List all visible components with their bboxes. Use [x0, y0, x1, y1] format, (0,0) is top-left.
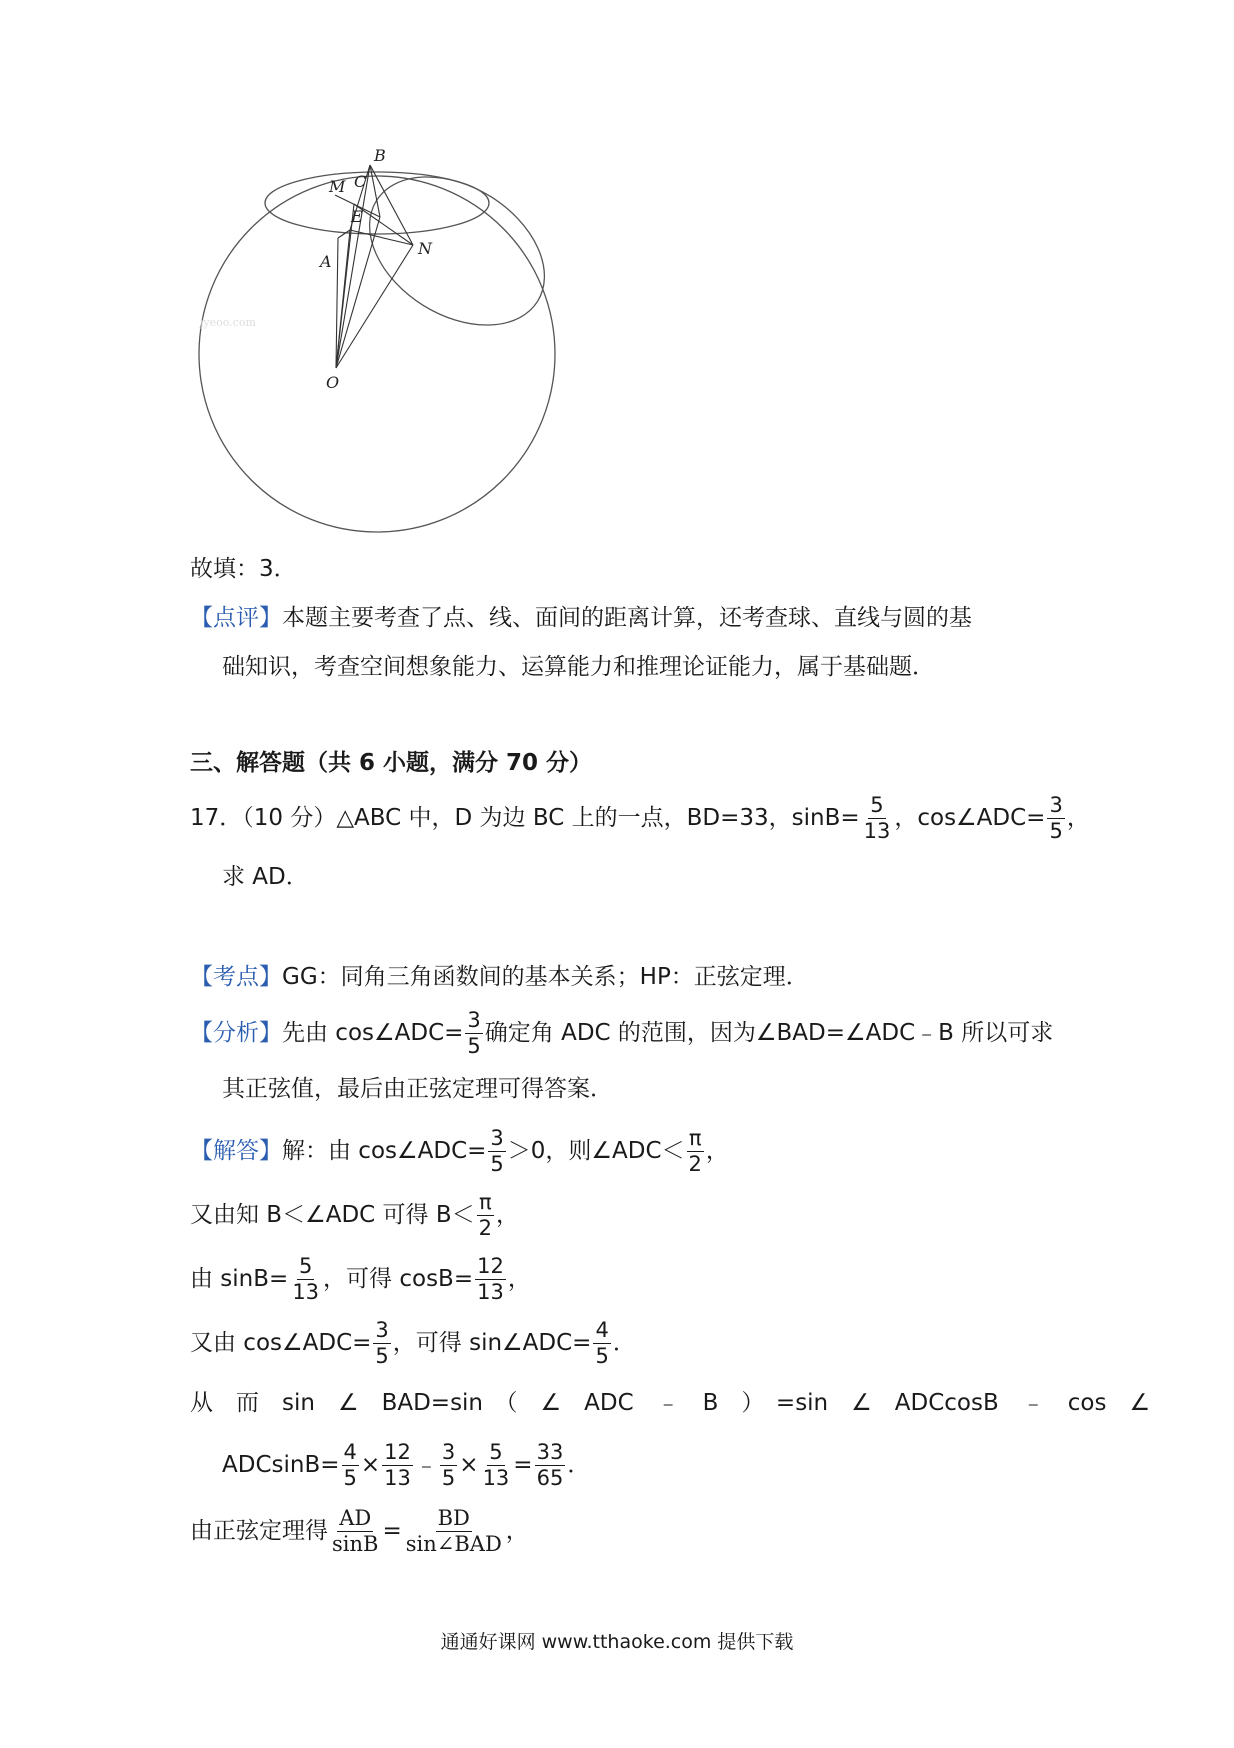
jieda-l1-c: ， — [705, 1138, 729, 1164]
q17-text-c: ， — [1066, 805, 1090, 831]
jieda-l2-pi: $\frac{\pi}{2}$ — [478, 1190, 492, 1240]
jieda-line-7 — [190, 1508, 529, 1555]
jieda-l3-frac-1: $\frac{5}{13}$ — [292, 1254, 320, 1304]
jieda-l1-pi: $\frac{\pi}{2}$ — [688, 1126, 702, 1176]
jieda-l6-a: ADCsinB= — [222, 1452, 340, 1478]
jieda-l1-b: ＞0，则∠ADC＜ — [507, 1138, 685, 1164]
jieda-l1-frac: $\frac{3}{5}$ — [490, 1126, 504, 1176]
label-o: O — [326, 373, 340, 392]
q17-frac-2: $\frac{3}{5}$ — [1049, 793, 1063, 843]
jieda-l7-equals: = — [382, 1518, 402, 1544]
q17-text-a: 17．（10 分）△ABC 中，D 为边 BC 上的一点，BD=33，sinB= — [190, 805, 860, 831]
kaodian-text: GG：同角三角函数间的基本关系；HP：正弦定理． — [282, 964, 809, 990]
jieda-l2-a: 又由知 B＜∠ADC 可得 B＜ — [190, 1202, 475, 1228]
jieda-l7-frac-1: $\frac{AD}{\sin B}$ — [332, 1506, 379, 1556]
jieda-l4-c: ． — [612, 1330, 636, 1356]
fenxi-line-2: 其正弦值，最后由正弦定理可得答案． — [222, 1076, 613, 1102]
jieda-l1-a: 解：由 cos∠ADC= — [282, 1138, 487, 1164]
fenxi-text-b: 确定角 ADC 的范围，因为∠BAD=∠ADC﹣B 所以可求 — [484, 1020, 1054, 1046]
jieda-l4-frac-2: $\frac{4}{5}$ — [595, 1318, 609, 1368]
review-line-1 — [190, 601, 972, 635]
jieda-l6-frac-2: $\frac{12}{13}$ — [384, 1440, 411, 1490]
jieda-l3-frac-2: $\frac{12}{13}$ — [477, 1254, 504, 1304]
jieda-l7-frac-2: $\frac{BD}{\text{sin∠BAD}}$ — [405, 1506, 502, 1556]
label-a: A — [320, 252, 332, 271]
footer-text: 通通好课网 www.tthaoke.com 提供下载 — [440, 1631, 794, 1653]
jieda-l6-frac-4: $\frac{5}{13}$ — [482, 1440, 510, 1490]
review-tag: 【点评】 — [190, 605, 282, 631]
jieda-l3-c: ， — [507, 1266, 531, 1292]
fenxi-text-a: 先由 cos∠ADC= — [282, 1020, 464, 1046]
review-line-2: 础知识，考查空间想象能力、运算能力和推理论证能力，属于基础题． — [222, 654, 935, 680]
jieda-l4-a: 又由 cos∠ADC= — [190, 1330, 372, 1356]
jieda-line-1 — [190, 1128, 729, 1175]
label-m: M — [329, 177, 346, 196]
q17-text-b: ，cos∠ADC= — [894, 805, 1046, 831]
jieda-l3-b: ，可得 cosB= — [323, 1266, 474, 1292]
jieda-l6-frac-5: $\frac{33}{65}$ — [536, 1440, 564, 1490]
label-e: E — [351, 207, 363, 226]
q17-line-2: 求 AD． — [222, 864, 309, 890]
q17-frac-1: $\frac{5}{13}$ — [863, 793, 891, 843]
jieda-l3-a: 由 sinB= — [190, 1266, 289, 1292]
jieda-l6-end: ． — [567, 1452, 591, 1478]
fenxi-tag: 【分析】 — [190, 1020, 282, 1046]
jieda-line-2 — [190, 1192, 519, 1239]
fill-answer: 故填：3． — [190, 556, 297, 582]
label-c: C — [354, 172, 367, 191]
jieda-line-5: 从 而 sin ∠ BAD=sin （ ∠ ADC ﹣ B ） =sin ∠ ADCcosB ﹣ cos ∠ — [190, 1390, 1151, 1416]
fenxi-frac: $\frac{3}{5}$ — [467, 1008, 481, 1058]
jieda-line-3 — [190, 1256, 531, 1303]
watermark: jyeoo.com — [200, 316, 256, 329]
jieda-l4-frac-1: $\frac{3}{5}$ — [375, 1318, 389, 1368]
jieda-l6-times-1: × — [360, 1452, 381, 1478]
q17-line-1 — [190, 795, 1090, 842]
jieda-l6-times-2: × — [459, 1452, 479, 1478]
jieda-l2-b: ， — [496, 1202, 519, 1228]
jieda-l4-b: ，可得 sin∠ADC= — [392, 1330, 592, 1356]
jieda-l7-end: ， — [505, 1518, 529, 1544]
sphere-outline — [199, 176, 555, 532]
jieda-l6-minus: ﹣ — [414, 1452, 438, 1478]
jieda-line-6 — [222, 1442, 590, 1489]
jieda-l6-frac-1: $\frac{4}{5}$ — [343, 1440, 357, 1490]
jieda-line-4 — [190, 1320, 636, 1367]
review-text-1: 本题主要考查了点、线、面间的距离计算，还考查球、直线与圆的基 — [282, 605, 972, 631]
fenxi-line-1 — [190, 1010, 1053, 1057]
sphere-figure — [180, 140, 580, 550]
label-b: B — [374, 146, 386, 165]
jieda-l7-a: 由正弦定理得 — [190, 1518, 328, 1544]
kaodian-tag: 【考点】 — [190, 964, 282, 990]
jieda-tag: 【解答】 — [190, 1138, 282, 1164]
label-n: N — [418, 239, 432, 258]
section-heading: 三、解答题（共 6 小题，满分 70 分） — [190, 750, 593, 776]
jieda-l6-frac-3: $\frac{3}{5}$ — [441, 1440, 456, 1490]
jieda-l6-equals: = — [513, 1452, 533, 1478]
kaodian-line — [190, 960, 809, 994]
